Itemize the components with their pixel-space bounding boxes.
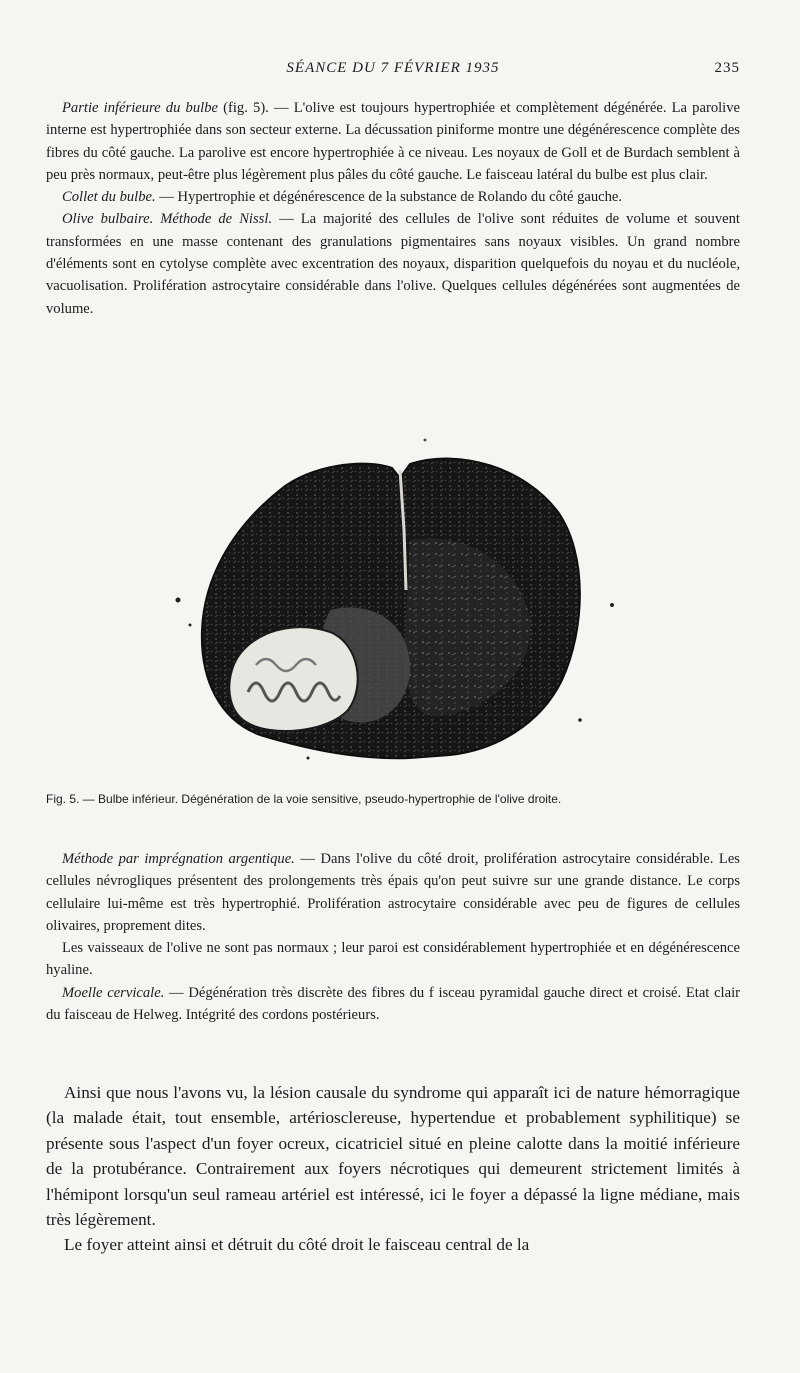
paragraph-lead: Moelle cervicale. xyxy=(62,984,165,1001)
paragraph: Le foyer atteint ainsi et détruit du côté droit le faisceau central de la xyxy=(64,1235,530,1255)
paragraph xyxy=(46,937,740,982)
paragraph-lead: Méthode par imprégnation argentique. xyxy=(62,851,295,867)
text-block-lower xyxy=(46,1080,740,1258)
running-title: SÉANCE DU 7 FÉVRIER 1935 xyxy=(286,60,500,76)
paragraph-text: — Dans l'olive du côté droit, prolifération astrocytaire considérable. Les cellules névrogliques présentent des prolongements très épais qu'on peut suivre sur une grande distance. Le corps cellulaire lui-même est très hypertrophié. Prolifération astrocytaire considérable avec peu de figures de cellules olivaires, proprement dites. xyxy=(46,851,740,934)
paragraph-text: Les vaisseaux de l'olive ne sont pas normaux ; leur paroi est considérablement hypertrophiée et en dégénérescence hyaline. xyxy=(46,940,740,979)
paragraph xyxy=(46,982,740,1027)
running-header xyxy=(46,60,740,82)
paragraph xyxy=(46,208,740,319)
paragraph-lead: Olive bulbaire. Méthode de Nissl. xyxy=(62,211,273,228)
paragraph-text: — Dégénération très discrète des fibres du f isceau pyramidal gauche direct et croisé. Etat clair du faisceau de Helweg. Intégrité des cordons postérieurs. xyxy=(46,984,740,1024)
figure-brainstem-section xyxy=(160,420,640,780)
paragraph-lead: Collet du bulbe. xyxy=(62,189,156,206)
histology-section-image xyxy=(160,420,640,780)
paragraph: Ainsi que nous l'avons vu, la lésion causale du syndrome qui apparaît ici de nature hémorragique (la malade était, tout ensemble, artériosclereuse, hypertendue et probablement syphilitique) se présente sous l'aspect d'un foyer ocreux, cicatriciel situé en pleine calotte dans la moitié inférieure de la protubérance. Contrairement aux foyers nécrotiques qui demeurent strictement limités à l'hémipont lorsqu'un seul rameau artériel est intéressé, ici le foyer a dépassé la ligne médiane, mais très légèrement. xyxy=(46,1083,740,1230)
text-block-middle xyxy=(46,848,740,1026)
paragraph-text: — La majorité des cellules de l'olive sont réduites de volume et souvent transformées en une masse contenant des granulations pigmentaires sans noyaux visibles. Un grand nombre d'éléments sont en cytolyse complète avec excentration des noyaux, disparition quelquefois du noyau et du nucléole, vacuolisation. Prolifération astrocytaire considérable dans l'olive. Quelques cellules dégénérées sont augmentées de volume. xyxy=(46,211,740,317)
paragraph xyxy=(46,848,740,937)
paragraph-lead: Partie inférieure du bulbe xyxy=(62,100,218,116)
paragraph-text: — Hypertrophie et dégénérescence de la substance de Rolando du côté gauche. xyxy=(155,189,623,206)
paragraph xyxy=(46,186,740,208)
page-number: 235 xyxy=(714,60,740,76)
text-block-upper xyxy=(46,97,740,320)
paragraph-text: (fig. 5). — L'olive est toujours hypertrophiée et complètement dégénérée. La parolive interne est hypertrophiée dans son secteur externe. La décussation piniforme montre une dégénérescence complète des fibres du côté gauche. La parolive est encore hypertrophiée à ce niveau. Les noyaux de Goll et de Burdach semblent à peu près normaux, peut-être plus légèrement plus pâles du côté gauche. Le faisceau latéral du bulbe est plus clair. xyxy=(46,100,741,183)
figure-caption: Fig. 5. — Bulbe inférieur. Dégénération de la voie sensitive, pseudo-hypertrophie de l'olive droite. xyxy=(46,792,562,806)
paragraph xyxy=(46,97,740,186)
